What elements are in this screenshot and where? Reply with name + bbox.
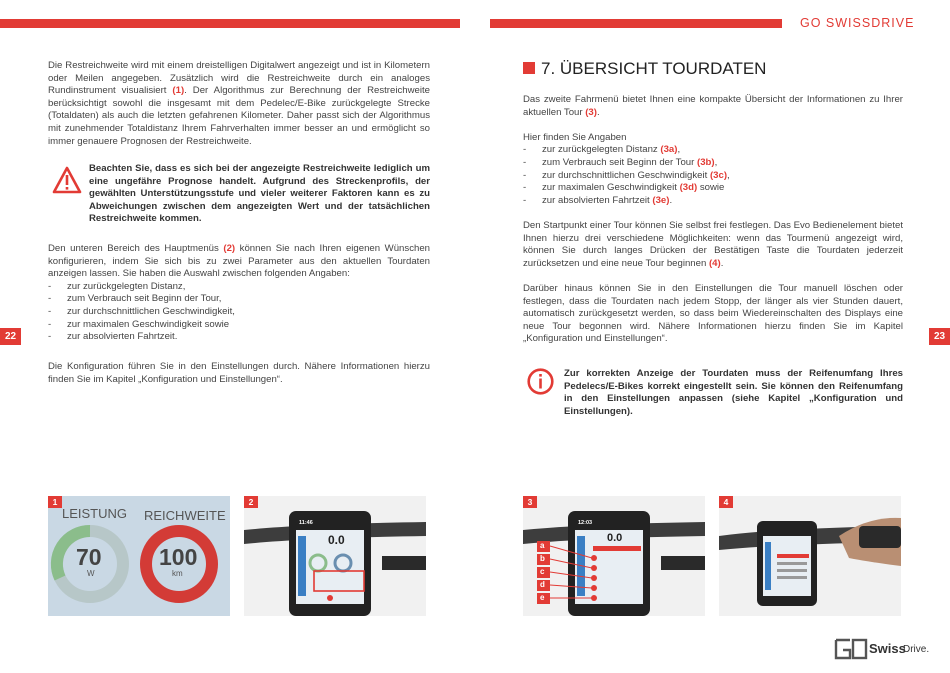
list-item: - zur maximalen Geschwindigkeit sowie xyxy=(48,318,230,330)
logo-drive: Drive. xyxy=(903,644,930,655)
ref-4: (4) xyxy=(708,257,721,269)
label-reichweite: REICHWEITE xyxy=(144,508,226,523)
figure-tag: 3 xyxy=(523,496,537,508)
list-item: - zur zurückgelegten Distanz (3a), xyxy=(523,144,681,156)
header-bar-left xyxy=(0,19,460,28)
power-value: 70 xyxy=(76,544,102,570)
left-config-text-1: Den unteren Bereich des Hauptmenüs xyxy=(48,243,224,254)
figure-2-handlebar-display xyxy=(244,496,426,616)
label-leistung: LEISTUNG xyxy=(62,506,128,521)
list-item: - zur maximalen Geschwindigkeit (3d) sowie xyxy=(523,182,725,194)
figure-4-reset-tour xyxy=(719,496,901,616)
right-text xyxy=(523,94,903,358)
figure-3-tour-display xyxy=(523,496,705,616)
fig3-time: 12:03 xyxy=(578,520,593,526)
figure-tag: 4 xyxy=(719,496,733,508)
info-box xyxy=(523,368,903,418)
right-more-text: Darüber hinaus können Sie in den Einstellungen die Tour manuell löschen oder festlegen, dass die Tourdaten nach jedem Stopp, der länger als vier Stunden dauert, automatisch zurückgesetzt werden, so dass beim Wiedereinschalten des Displays eine neue Tour begonnen wird. Nähere Informationen hierzu finden Sie im Kapitel „Konfiguration und Einstellungen“. xyxy=(523,282,903,345)
right-list-intro: Hier finden Sie Angaben xyxy=(523,131,627,143)
page-number-left: 22 xyxy=(0,328,21,345)
figure-4-graphic xyxy=(719,496,901,616)
ref-3: (3) xyxy=(585,106,597,118)
ref-1: (1) xyxy=(172,85,185,97)
fig2-time: 11:46 xyxy=(299,520,313,526)
list-item: - zur durchschnittlichen Geschwindigkeit (3c), xyxy=(523,169,730,181)
figure-1-display-closeup xyxy=(48,496,230,616)
list-item: - zur zurückgelegten Distanz, xyxy=(48,280,186,292)
warning-text: Beachten Sie, dass es sich bei der angezeigte Restreichweite lediglich um eine ungefähre Prognose handelt. Aufgrund des Streckenprofils, der gewählten Unterstützungsstufe und vieler weiterer Faktoren kann es zu Abweichungen zwischen dem angezeigten Wert und der tatsächlichen Restreichweite kommen. xyxy=(89,163,430,225)
list-item: - zum Verbrauch seit Beginn der Tour, xyxy=(48,293,222,305)
header-bar-right xyxy=(490,19,782,28)
info-icon xyxy=(527,368,554,395)
right-start-text-1: Den Startpunkt einer Tour können Sie selbst frei festlegen. Das Evo Bedienelement bietet Ihnen hierzu drei verschiedene Möglichkeiten: wenn das Tourmenü angezeigt wird, können Sie durch langes Drücken der Bestätigen Taste die Tourdaten jederzeit zurücksetzen und eine neue Tour beginnen xyxy=(523,219,903,269)
left-outro xyxy=(48,361,430,399)
warning-icon xyxy=(52,166,82,194)
info-text: Zur korrekten Anzeige der Tourdaten muss der Reifenumfang Ihres Pedelecs/E-Bikes korrekt eingestellt sein. Sie können den Reifenumfang in den Einstellungen anpassen (siehe Kapitel „Konfiguration und Einstellungen). xyxy=(564,368,903,417)
list-item: - zur absolvierten Fahrtzeit (3e). xyxy=(523,194,673,206)
left-intro xyxy=(48,60,430,161)
right-intro-text-1: Das zweite Fahrmenü bietet Ihnen eine kompakte Übersicht der Informationen zu Ihrer aktuellen Tour xyxy=(523,94,903,118)
left-config-text-2: können Sie nach Ihren eigenen Wünschen konfigurieren, indem Sie sich bis zu zwei Parameter aus den aktuellen Tourdaten anzeigen lassen. Sie haben die Auswahl zwischen folgenden Angaben: xyxy=(48,243,430,280)
swissdrive-logo xyxy=(834,638,934,660)
left-config xyxy=(48,243,430,344)
header-brand: GO SWISSDRIVE xyxy=(800,16,915,30)
figure-tag: 1 xyxy=(48,496,62,508)
label-d: d xyxy=(540,580,545,589)
label-a: a xyxy=(540,541,545,550)
heading-text: 7. ÜBERSICHT TOURDATEN xyxy=(541,59,767,78)
label-b: b xyxy=(540,554,545,563)
right-start-text-2: . xyxy=(720,257,724,269)
heading-square-icon xyxy=(523,62,535,74)
warning-box xyxy=(48,163,430,226)
left-intro-text-1: Die Restreichweite wird mit einem dreistelligen Digitalwert angezeigt und ist in Kilometern oder Meilen angegeben. Zusätzlich wird die Restreichweite durch ein analoges Rundinstrument visualisiert xyxy=(48,60,430,97)
list-item: - zur absolvierten Fahrtzeit. xyxy=(48,331,178,343)
range-unit: km xyxy=(172,569,183,578)
power-unit: W xyxy=(87,569,95,578)
list-item: - zum Verbrauch seit Beginn der Tour (3b), xyxy=(523,156,718,168)
section-heading xyxy=(523,59,766,79)
figure-2-graphic xyxy=(244,496,426,616)
left-outro-text: Die Konfiguration führen Sie in den Einstellungen durch. Nähere Informationen hierzu finden Sie im Kapitel „Konfiguration und Einstellungen“. xyxy=(48,361,430,385)
fig2-speed: 0.0 xyxy=(328,533,345,547)
left-param-list xyxy=(48,281,430,344)
label-c: c xyxy=(540,567,545,576)
page-number-right: 23 xyxy=(929,328,950,345)
figure-3-graphic xyxy=(523,496,705,616)
logo-swiss: Swiss xyxy=(869,641,906,656)
right-param-list xyxy=(523,144,903,207)
ref-2: (2) xyxy=(223,243,236,254)
label-e: e xyxy=(540,593,545,602)
list-item: - zur durchschnittlichen Geschwindigkeit, xyxy=(48,305,235,317)
figure-tag: 2 xyxy=(244,496,258,508)
left-intro-text-2: . Der Algorithmus zur Berechnung der Restreichweite berücksichtigt sowohl die insgesamt mit dem Pedelec/E-Bike zurückgelegte Strecke (Totaldaten) als auch die letzten gefahrenen Kilometer. Daher passt sich der Algorithmus mit zunehmender Totaldistanz Ihrem Fahrverhalten immer besser an und ermöglicht so immer genauere Prognosen der Restreichweite. xyxy=(48,85,430,147)
range-value: 100 xyxy=(159,544,198,570)
right-intro-text-2: . xyxy=(596,106,600,118)
fig3-speed: 0.0 xyxy=(607,532,623,544)
